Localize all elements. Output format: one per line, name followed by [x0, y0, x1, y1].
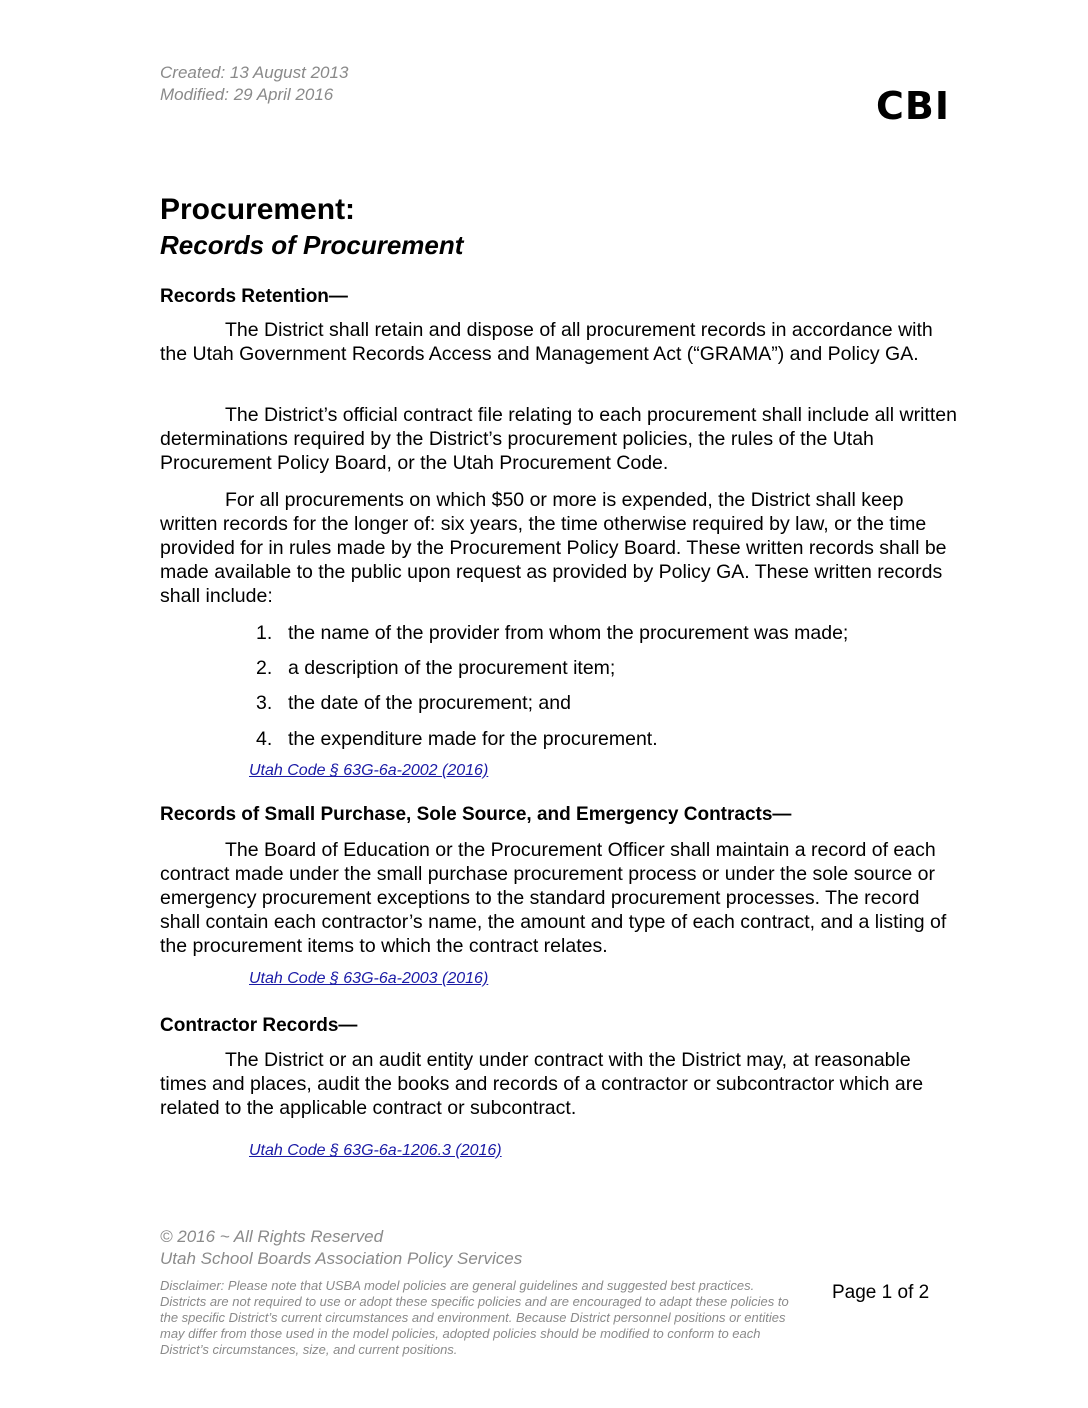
list-item — [256, 656, 615, 680]
created-date: Created: 13 August 2013 — [160, 63, 349, 82]
page-number: Page 1 of 2 — [832, 1282, 930, 1303]
footer-credits — [160, 1226, 522, 1270]
retention-paragraph-3: For all procurements on which $50 or more is expended, the District shall keep written records for the longer of: six years, the time otherwise required by law, or the time provided for in rules made by the Procurement Policy Board. These written records shall be made available to the public upon request as provided by Policy GA. These written records shall include: — [160, 489, 947, 607]
policy-code: CBI — [876, 84, 950, 128]
citation-link-1206[interactable]: Utah Code § 63G-6a-1206.3 (2016) — [249, 1142, 502, 1159]
list-item — [256, 621, 848, 645]
list-number: 2. — [256, 657, 273, 679]
list-number: 4. — [256, 728, 273, 750]
retention-paragraph-1: The District shall retain and dispose of all procurement records in accordance with the Utah Government Records Access and Management Act (“GRAMA”) and Policy GA. — [160, 319, 933, 365]
list-item — [256, 691, 571, 715]
page-subtitle: Records of Procurement — [160, 230, 464, 260]
modified-date: Modified: 29 April 2016 — [160, 85, 334, 104]
list-number: 1. — [256, 622, 273, 644]
copyright: © 2016 ~ All Rights Reserved — [160, 1227, 384, 1246]
list-text: the name of the provider from whom the procurement was made; — [288, 622, 849, 644]
retention-paragraph-2: The District’s official contract file relating to each procurement shall include all written determinations required by the District’s procurement policies, the rules of the Utah Procurement Policy Board, or the Utah Procurement Code. — [160, 404, 957, 474]
small-purchase-paragraph: The Board of Education or the Procurement Officer shall maintain a record of each contract made under the small purchase procurement process or under the sole source or emergency procurement exceptions to the standard procurement processes. The record shall contain each contractor’s name, the amount and type of each contract, and a listing of the procurement items to which the contract relates. — [160, 839, 947, 957]
heading-contractor-records: Contractor Records— — [160, 1015, 358, 1036]
list-number: 3. — [256, 692, 273, 714]
list-text: the expenditure made for the procurement. — [288, 728, 658, 750]
list-text: a description of the procurement item; — [288, 657, 616, 679]
page-title: Procurement: — [160, 193, 356, 226]
citation-link-2003[interactable]: Utah Code § 63G-6a-2003 (2016) — [249, 970, 489, 987]
contractor-records-paragraph: The District or an audit entity under contract with the District may, at reasonable times and places, audit the books and records of a contractor or subcontractor which are related to the applicable contract or subcontract. — [160, 1049, 924, 1119]
heading-small-purchase-records: Records of Small Purchase, Sole Source, and Emergency Contracts— — [160, 804, 792, 825]
document-meta — [160, 62, 348, 106]
list-item — [256, 727, 658, 751]
citation-link-2002[interactable]: Utah Code § 63G-6a-2002 (2016) — [249, 762, 489, 779]
disclaimer: Disclaimer: Please note that USBA model policies are general guidelines and suggested best practices. Districts are not required to use or adopt these specific policies and are encouraged to adapt these policies to the specific District’s current circumstances and environment. Because District personnel positions or entities may differ from those used in the model policies, adopted policies should be modified to conform to each District’s circumstances, size, and current positions. — [160, 1278, 789, 1357]
list-text: the date of the procurement; and — [288, 692, 571, 714]
organization: Utah School Boards Association Policy Services — [160, 1249, 523, 1268]
heading-records-retention: Records Retention— — [160, 286, 348, 307]
